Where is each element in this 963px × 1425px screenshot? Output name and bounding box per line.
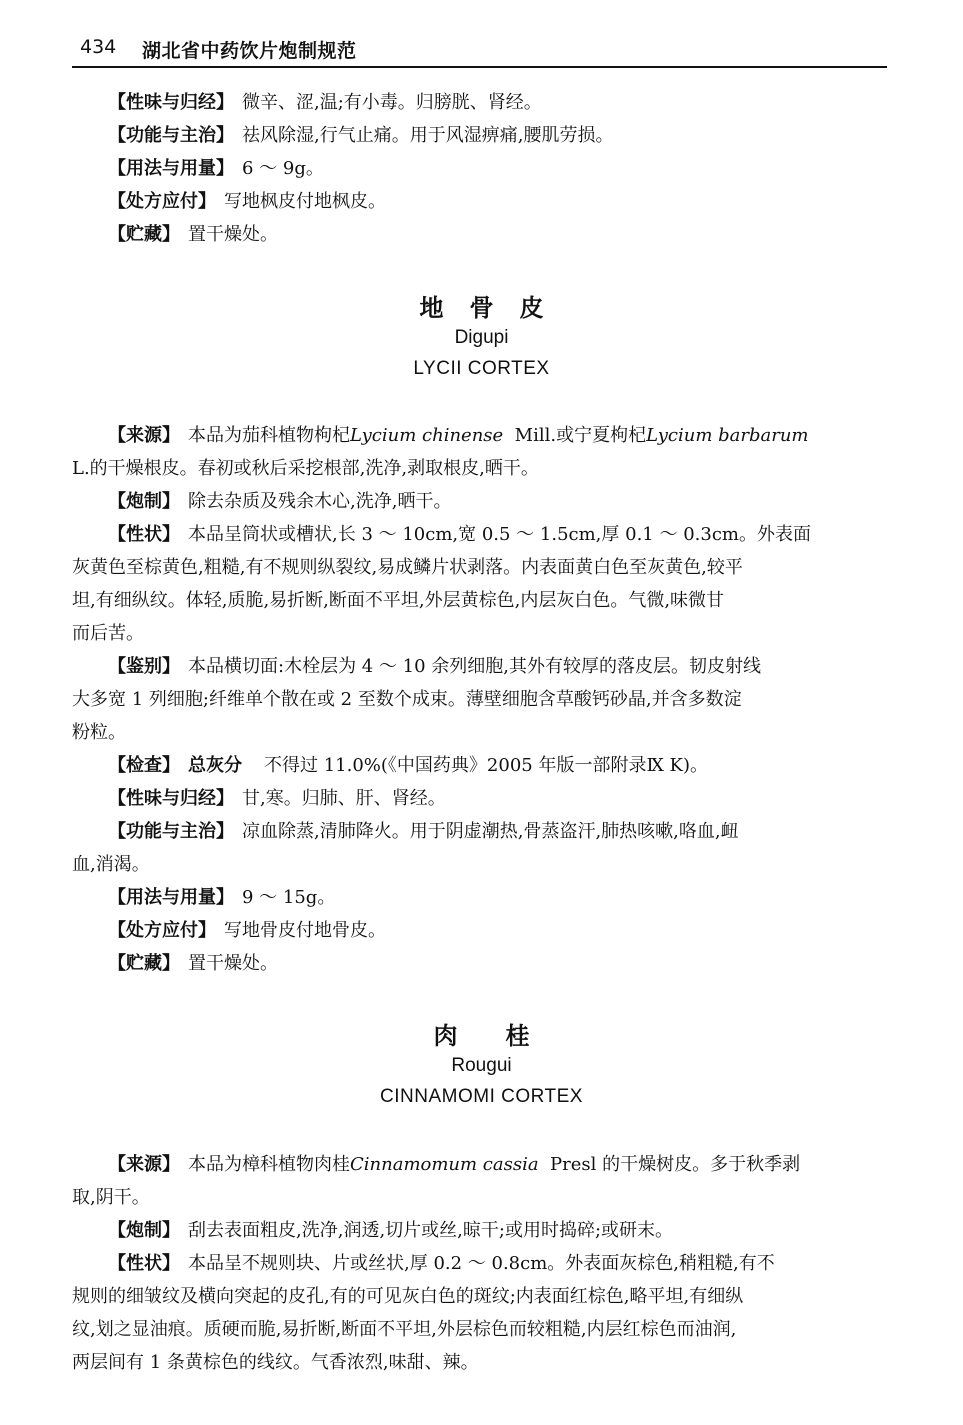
- section-label: 【性状】: [108, 524, 180, 545]
- section-label: 【处方应付】: [108, 920, 216, 941]
- section-label: 【用法与用量】: [108, 887, 234, 908]
- species-name: Lycium barbarum: [646, 425, 809, 446]
- section-text: 6 ～ 9g。: [242, 158, 324, 179]
- section-label: 【来源】: [108, 1154, 180, 1175]
- section-text: 不得过 11.0%(《中国药典》2005 年版一部附录Ⅸ K)。: [264, 755, 709, 776]
- section-text: 置干燥处。: [188, 224, 278, 245]
- digupi-paozhi: [108, 485, 887, 518]
- section-text: 本品为茄科植物枸杞: [188, 425, 350, 446]
- section-label: 【鉴别】: [108, 656, 180, 677]
- rougui-xingzhuang-cont: 规则的细皱纹及横向突起的皮孔,有的可见灰白色的斑纹;内表面红棕色,略平坦,有细纵: [72, 1286, 744, 1307]
- rougui-paozhi: [108, 1214, 887, 1247]
- section-label: 【炮制】: [108, 1220, 180, 1241]
- section-text: 祛风除湿,行气止痛。用于风湿痹痛,腰肌劳损。: [242, 125, 614, 146]
- digupi-jianbie-cont: 大多宽 1 列细胞;纤维单个散在或 2 至数个成束。薄壁细胞含草酸钙砂晶,并含多数淀: [72, 689, 742, 710]
- digupi-jianbie-cont: 粉粒。: [72, 722, 126, 743]
- section-text: 写地枫皮付地枫皮。: [224, 191, 386, 212]
- digupi-laiyuan: [108, 419, 887, 452]
- digupi-xingwei: [108, 782, 887, 815]
- section-label: 【性状】: [108, 1253, 180, 1274]
- section-text: Mill.或宁夏枸杞: [514, 425, 647, 446]
- section-label: 【性味与归经】: [108, 788, 234, 809]
- prev-zhucang: [108, 218, 887, 251]
- entry-title-digupi: 地骨皮: [419, 294, 570, 322]
- section-text: 本品为樟科植物肉桂: [188, 1154, 350, 1175]
- section-label: 【性味与归经】: [108, 92, 234, 113]
- section-text: 刮去表面粗皮,洗净,润透,切片或丝,晾干;或用时捣碎;或研末。: [188, 1220, 674, 1241]
- digupi-jianbie: [108, 650, 887, 683]
- section-text: 置干燥处。: [188, 953, 278, 974]
- species-name: Cinnamomum cassia: [350, 1154, 539, 1175]
- section-label: 【炮制】: [108, 491, 180, 512]
- section-text: 凉血除蒸,清肺降火。用于阴虚潮热,骨蒸盗汗,肺热咳嗽,咯血,衄: [242, 821, 739, 842]
- section-label: 【贮藏】: [108, 953, 180, 974]
- section-label: 【功能与主治】: [108, 821, 234, 842]
- section-text: 除去杂质及残余木心,洗净,晒干。: [188, 491, 452, 512]
- digupi-xingzhuang-cont: 而后苦。: [72, 623, 144, 644]
- section-text: 甘,寒。归肺、肝、肾经。: [242, 788, 446, 809]
- sub-label: 总灰分: [188, 755, 242, 776]
- digupi-jiancha: [108, 749, 887, 782]
- entry-latin-rougui: CINNAMOMI CORTEX: [380, 1086, 583, 1107]
- section-text: 9 ～ 15g。: [242, 887, 336, 908]
- section-label: 【检查】: [108, 755, 180, 776]
- entry-pinyin-digupi: Digupi: [454, 327, 509, 348]
- species-name: Lycium chinense: [350, 425, 504, 446]
- digupi-zhucang: [108, 947, 887, 980]
- digupi-xingzhuang-cont: 坦,有细纵纹。体轻,质脆,易折断,断面不平坦,外层黄棕色,内层灰白色。气微,味微甘: [72, 590, 725, 611]
- digupi-chufang: [108, 914, 887, 947]
- section-label: 【处方应付】: [108, 191, 216, 212]
- prev-gongneng: [108, 119, 887, 152]
- rougui-xingzhuang-cont: 纹,划之显油痕。质硬而脆,易折断,断面不平坦,外层棕色而较粗糙,内层红棕色而油润,: [72, 1319, 737, 1340]
- digupi-xingzhuang-cont: 灰黄色至棕黄色,粗糙,有不规则纵裂纹,易成鳞片状剥落。内表面黄白色至灰黄色,较平: [72, 557, 743, 578]
- section-text: 本品呈不规则块、片或丝状,厚 0.2 ～ 0.8cm。外表面灰棕色,稍粗糙,有不: [188, 1253, 775, 1274]
- digupi-laiyuan-cont: L.的干燥根皮。春初或秋后采挖根部,洗净,剥取根皮,晒干。: [72, 458, 539, 479]
- rougui-laiyuan-cont: 取,阴干。: [72, 1187, 150, 1208]
- section-text: 本品呈筒状或槽状,长 3 ～ 10cm,宽 0.5 ～ 1.5cm,厚 0.1 ～ 0.3cm。外表面: [188, 524, 811, 545]
- digupi-gongneng-cont: 血,消渴。: [72, 854, 150, 875]
- prev-chufang: [108, 185, 887, 218]
- section-label: 【功能与主治】: [108, 125, 234, 146]
- entry-latin-digupi: LYCII CORTEX: [413, 358, 550, 379]
- section-text: 微辛、涩,温;有小毒。归膀胱、肾经。: [242, 92, 542, 113]
- book-title: 湖北省中药饮片炮制规范: [142, 40, 357, 62]
- section-text: 写地骨皮付地骨皮。: [224, 920, 386, 941]
- entry-pinyin-rougui: Rougui: [451, 1055, 512, 1076]
- prev-xingwei: [108, 86, 887, 119]
- section-text: 本品横切面:木栓层为 4 ～ 10 余列细胞,其外有较厚的落皮层。韧皮射线: [188, 656, 762, 677]
- digupi-xingzhuang: [108, 518, 887, 551]
- section-text: Presl 的干燥树皮。多于秋季剥: [550, 1154, 801, 1175]
- rougui-laiyuan: [108, 1148, 887, 1181]
- prev-yongfa: [108, 152, 887, 185]
- section-label: 【用法与用量】: [108, 158, 234, 179]
- digupi-gongneng: [108, 815, 887, 848]
- page-header: [72, 30, 887, 68]
- page-number: 434: [80, 36, 117, 58]
- section-label: 【贮藏】: [108, 224, 180, 245]
- rougui-xingzhuang: [108, 1247, 887, 1280]
- section-label: 【来源】: [108, 425, 180, 446]
- rougui-xingzhuang-cont: 两层间有 1 条黄棕色的线纹。气香浓烈,味甜、辣。: [72, 1352, 479, 1373]
- digupi-yongfa: [108, 881, 887, 914]
- entry-title-rougui: 肉桂: [433, 1022, 578, 1050]
